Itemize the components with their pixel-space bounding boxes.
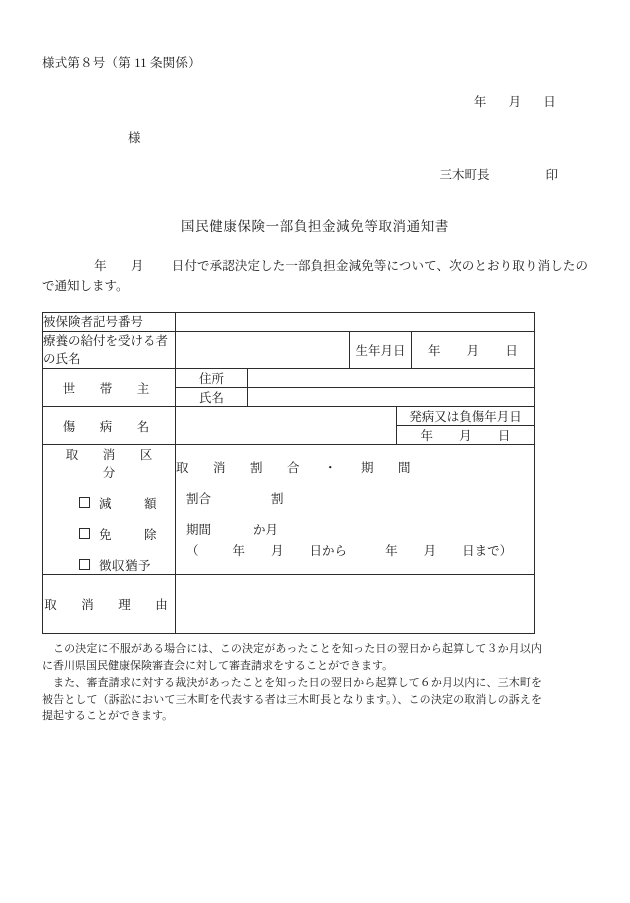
checkbox-option-exemption[interactable] [43, 525, 175, 543]
birthdate-value[interactable] [412, 332, 535, 369]
issuer-name: 三木町長 [439, 167, 490, 182]
issue-date-line [42, 92, 588, 110]
period-open-paren: （ [186, 543, 199, 558]
table-row [43, 575, 535, 634]
ratio-unit: 割 [271, 492, 284, 507]
period-to-day: 日まで） [462, 543, 513, 558]
lead-month: 月 [130, 258, 144, 273]
period-to-month: 月 [423, 543, 437, 558]
issue-date-day: 日 [543, 94, 556, 109]
footer-notes [42, 641, 542, 725]
recipient-name-value[interactable] [176, 332, 350, 369]
onset-day: 日 [497, 429, 511, 444]
addressee-line [42, 128, 588, 146]
checkbox-option-label: 徴収猶予 [99, 559, 152, 574]
lead-paragraph [42, 256, 588, 297]
ratio-period-title: 取 消 割 合 ・ 期 間 [176, 461, 417, 476]
page-title: 国民健康保険一部負担金減免等取消通知書 [181, 218, 449, 234]
period-to-year: 年 [385, 543, 398, 558]
ratio-label: 割合 [186, 492, 212, 507]
period-label: 期間 [186, 522, 212, 537]
recipient-name-label: 療養の給付を受ける者の氏名 [43, 332, 176, 369]
period-row[interactable] [176, 521, 534, 540]
table-row [43, 369, 535, 388]
checkbox-option-deferment[interactable] [43, 556, 175, 574]
issuer-line [42, 165, 588, 183]
period-from-year: 年 [232, 543, 246, 558]
table-row [43, 407, 535, 426]
cancel-category-cell [43, 445, 176, 575]
birthdate-month: 月 [466, 344, 480, 359]
onset-month: 月 [459, 429, 472, 444]
onset-date-label: 発病又は負傷年月日 [397, 407, 535, 426]
insured-number-label: 被保険者記号番号 [43, 313, 176, 332]
period-from-month: 月 [271, 543, 284, 558]
householder-label: 世 帯 主 [43, 369, 176, 407]
checkbox-option-reduction[interactable] [43, 494, 175, 512]
table-row [43, 313, 535, 332]
birthdate-year: 年 [427, 344, 441, 359]
period-range-row[interactable] [176, 542, 534, 561]
onset-year: 年 [420, 429, 434, 444]
issue-date-year: 年 [473, 94, 487, 109]
ratio-period-cell [176, 445, 535, 575]
disease-value[interactable] [176, 407, 397, 445]
insured-number-value[interactable] [176, 313, 535, 332]
table-row [43, 445, 535, 575]
cancel-reason-value[interactable] [176, 575, 535, 634]
cancel-reason-label: 取 消 理 由 [43, 575, 176, 634]
note-appeal: この決定に不服がある場合には、この決定があったことを知った日の翌日から起算して３か月以内に香川県国民健康保険審査会に対して審査請求をすることができます。 [42, 643, 542, 673]
table-row [43, 332, 535, 369]
period-unit: か月 [253, 522, 279, 537]
issue-date-month: 月 [508, 94, 522, 109]
birthdate-day: 日 [505, 344, 519, 359]
checkbox-icon[interactable] [79, 528, 90, 539]
form-number: 様式第８号（第 11 条関係） [42, 56, 201, 70]
householder-name-label: 氏名 [176, 388, 248, 407]
ratio-row[interactable] [176, 490, 534, 509]
householder-name-value[interactable] [248, 388, 535, 407]
period-from-day: 日から [309, 543, 348, 558]
checkbox-icon[interactable] [79, 497, 90, 508]
addressee-suffix: 様 [128, 130, 141, 145]
householder-address-value[interactable] [248, 369, 535, 388]
birthdate-label: 生年月日 [350, 332, 412, 369]
checkbox-icon[interactable] [79, 559, 90, 570]
householder-address-label: 住所 [176, 369, 248, 388]
disease-label: 傷 病 名 [43, 407, 176, 445]
seal-mark: 印 [545, 167, 558, 182]
onset-date-value[interactable] [397, 426, 535, 445]
notification-table [42, 312, 535, 634]
lead-text: 日付で承認決定した一部負担金減免等について、次のとおり取り消したので通知します。 [42, 258, 588, 293]
form-sheet [42, 55, 588, 725]
checkbox-option-label: 免 除 [99, 528, 167, 543]
checkbox-option-label: 減 額 [99, 497, 167, 512]
lead-year: 年 [94, 258, 107, 273]
cancel-category-label: 取 消 区 分 [65, 448, 177, 481]
note-lawsuit: また、審査請求に対する裁決があったことを知った日の翌日から起算して６か月以内に、三木町を被告として（訴訟において三木町を代表する者は三木町長となります。）、この決定の取消しの訴えを提起することができます。 [42, 676, 542, 723]
